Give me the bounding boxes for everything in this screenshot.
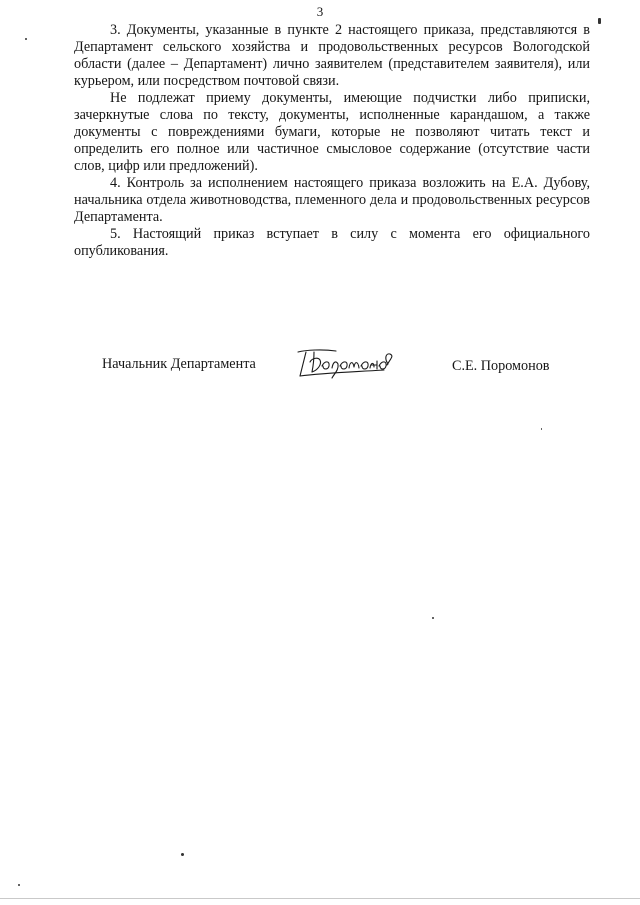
scan-speck	[541, 428, 542, 430]
signatory-name: С.Е. Поромонов	[452, 358, 550, 374]
signatory-position: Начальник Департамента	[102, 356, 256, 372]
paragraph-5: 5. Настоящий приказ вступает в силу с момента его официального опубликования.	[74, 226, 590, 259]
scan-speck	[181, 853, 184, 856]
scan-speck	[25, 38, 27, 40]
scan-edge	[0, 898, 640, 899]
paragraph-4: 4. Контроль за исполнением настоящего приказа возложить на Е.А. Дубову, начальника отдела животноводства, племенного дела и продовольственных ресурсов Департамента.	[74, 175, 590, 225]
scan-speck	[598, 18, 601, 24]
page-number: 3	[316, 4, 324, 19]
order-text	[74, 22, 590, 260]
signature-block	[74, 348, 590, 388]
scan-speck	[18, 884, 20, 886]
paragraph-not-accepted: Не подлежат приему документы, имеющие подчистки либо приписки, зачеркнутые слова по тексту, документы, исполненные карандашом, а также документы с повреждениями бумаги, которые не позволяют читать текст и определить его полное или частичное смысловое содержание (отсутствие части слов, цифр или предложений).	[74, 90, 590, 174]
scan-speck	[432, 617, 434, 619]
handwritten-signature	[292, 348, 396, 380]
paragraph-3: 3. Документы, указанные в пункте 2 настоящего приказа, представляются в Департамент сельского хозяйства и продовольственных ресурсов Вологодской области (далее – Департамент) лично заявителем (представителем заявителя), или курьером, или посредством почтовой связи.	[74, 22, 590, 89]
